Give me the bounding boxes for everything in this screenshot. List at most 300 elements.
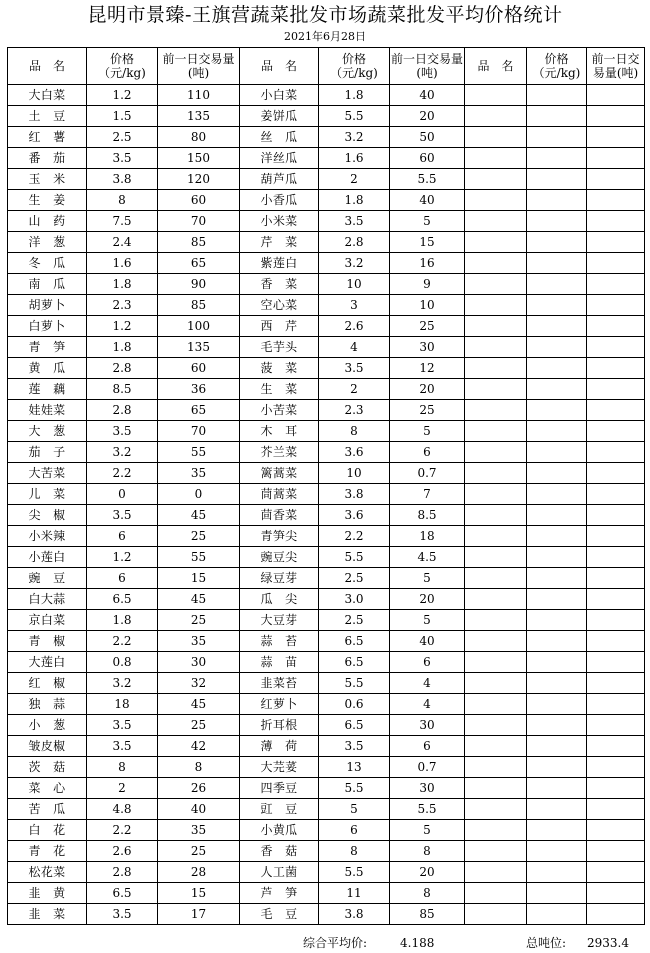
vegetable-name: 小莲白 [8,547,87,568]
volume-cell: 20 [390,379,465,400]
empty-cell [465,85,527,106]
empty-cell [527,85,587,106]
volume-cell: 60 [158,358,240,379]
empty-cell [465,190,527,211]
table-row [8,169,645,190]
vegetable-name: 大豆芽 [240,610,319,631]
header-volume-1: 前一日交易量(吨) [158,48,240,85]
empty-cell [465,799,527,820]
price-cell: 8 [87,190,158,211]
volume-cell: 25 [158,715,240,736]
volume-cell: 80 [158,127,240,148]
price-cell: 13 [319,757,390,778]
vegetable-name: 芹 菜 [240,232,319,253]
empty-cell [587,799,645,820]
volume-cell: 30 [390,337,465,358]
vegetable-name: 茄 子 [8,442,87,463]
empty-cell [587,379,645,400]
volume-cell: 8 [158,757,240,778]
volume-cell: 20 [390,589,465,610]
vegetable-name: 木 耳 [240,421,319,442]
price-cell: 1.2 [87,316,158,337]
empty-cell [527,253,587,274]
price-cell: 10 [319,463,390,484]
price-cell: 4.8 [87,799,158,820]
volume-cell: 85 [158,232,240,253]
empty-cell [465,442,527,463]
vegetable-name: 白萝卜 [8,316,87,337]
empty-cell [527,799,587,820]
empty-cell [465,169,527,190]
empty-cell [465,883,527,904]
vegetable-name: 青 笋 [8,337,87,358]
empty-cell [465,127,527,148]
empty-cell [587,463,645,484]
empty-cell [527,316,587,337]
summary-footer [0,934,650,952]
vegetable-name: 韭 黄 [8,883,87,904]
empty-cell [587,568,645,589]
volume-cell: 4.5 [390,547,465,568]
volume-cell: 70 [158,211,240,232]
empty-cell [527,211,587,232]
table-row [8,253,645,274]
price-cell: 5.5 [319,106,390,127]
vegetable-name: 薄 荷 [240,736,319,757]
price-cell: 3.5 [87,904,158,925]
empty-cell [587,820,645,841]
price-cell: 2.2 [87,631,158,652]
table-row [8,421,645,442]
vegetable-name: 小米菜 [240,211,319,232]
empty-cell [587,694,645,715]
vegetable-name: 茼蒿菜 [240,484,319,505]
header-price-3: 价格（元/kg) [527,48,587,85]
empty-cell [465,610,527,631]
table-row [8,274,645,295]
vegetable-name: 松花菜 [8,862,87,883]
empty-cell [527,337,587,358]
price-cell: 1.8 [319,190,390,211]
table-row [8,673,645,694]
volume-cell: 110 [158,85,240,106]
vegetable-name: 四季豆 [240,778,319,799]
price-cell: 2.3 [87,295,158,316]
volume-cell: 50 [390,127,465,148]
empty-cell [587,841,645,862]
price-cell: 6.5 [87,589,158,610]
price-cell: 10 [319,274,390,295]
empty-cell [587,295,645,316]
vegetable-name: 篱蒿菜 [240,463,319,484]
volume-cell: 20 [390,106,465,127]
table-row [8,484,645,505]
price-cell: 3.5 [319,358,390,379]
vegetable-name: 山 药 [8,211,87,232]
price-cell: 2.4 [87,232,158,253]
empty-cell [527,841,587,862]
empty-cell [587,778,645,799]
empty-cell [465,904,527,925]
empty-cell [527,106,587,127]
price-cell: 3.6 [319,505,390,526]
vegetable-name: 儿 菜 [8,484,87,505]
vegetable-name: 韭 菜 [8,904,87,925]
table-row [8,442,645,463]
vegetable-name: 尖 椒 [8,505,87,526]
price-cell: 3 [319,295,390,316]
vegetable-name: 折耳根 [240,715,319,736]
table-row [8,883,645,904]
table-row [8,337,645,358]
empty-cell [587,862,645,883]
empty-cell [587,652,645,673]
vegetable-name: 小香瓜 [240,190,319,211]
table-row [8,862,645,883]
empty-cell [527,463,587,484]
price-cell: 6 [87,568,158,589]
volume-cell: 6 [390,652,465,673]
empty-cell [587,736,645,757]
empty-cell [465,484,527,505]
volume-cell: 25 [390,316,465,337]
empty-cell [465,694,527,715]
empty-cell [527,652,587,673]
volume-cell: 8 [390,841,465,862]
vegetable-name: 香 菇 [240,841,319,862]
table-row [8,148,645,169]
vegetable-name: 豌豆尖 [240,547,319,568]
header-name-2: 品 名 [240,48,319,85]
empty-cell [587,337,645,358]
empty-cell [587,631,645,652]
price-cell: 11 [319,883,390,904]
empty-cell [587,904,645,925]
empty-cell [465,400,527,421]
empty-cell [465,526,527,547]
volume-cell: 25 [158,610,240,631]
vegetable-name: 娃娃菜 [8,400,87,421]
vegetable-name: 大白菜 [8,85,87,106]
empty-cell [465,568,527,589]
volume-cell: 32 [158,673,240,694]
volume-cell: 5 [390,568,465,589]
vegetable-name: 大芫荽 [240,757,319,778]
volume-cell: 85 [390,904,465,925]
vegetable-name: 瓜 尖 [240,589,319,610]
empty-cell [587,169,645,190]
price-cell: 8 [319,841,390,862]
volume-cell: 30 [158,652,240,673]
price-cell: 2.8 [87,400,158,421]
volume-cell: 16 [390,253,465,274]
vegetable-name: 红 薯 [8,127,87,148]
vegetable-name: 红 椒 [8,673,87,694]
price-cell: 3.2 [87,442,158,463]
empty-cell [527,127,587,148]
empty-cell [527,673,587,694]
empty-cell [465,274,527,295]
empty-cell [527,883,587,904]
price-cell: 3.2 [319,253,390,274]
volume-cell: 40 [390,631,465,652]
empty-cell [527,274,587,295]
volume-cell: 12 [390,358,465,379]
empty-cell [527,904,587,925]
vegetable-name: 茴香菜 [240,505,319,526]
vegetable-name: 毛芋头 [240,337,319,358]
vegetable-name: 小苦菜 [240,400,319,421]
header-volume-2: 前一日交易量(吨) [390,48,465,85]
price-cell: 2.8 [87,862,158,883]
volume-cell: 55 [158,442,240,463]
empty-cell [587,715,645,736]
empty-cell [527,484,587,505]
header-volume-3: 前一日交易量(吨) [587,48,645,85]
empty-cell [465,106,527,127]
volume-cell: 65 [158,400,240,421]
price-cell: 2 [87,778,158,799]
vegetable-name: 皱皮椒 [8,736,87,757]
empty-cell [465,778,527,799]
price-cell: 6.5 [319,715,390,736]
table-row [8,190,645,211]
volume-cell: 25 [158,526,240,547]
vegetable-name: 白大蒜 [8,589,87,610]
vegetable-name: 丝 瓜 [240,127,319,148]
empty-cell [587,211,645,232]
volume-cell: 36 [158,379,240,400]
table-row [8,778,645,799]
table-row [8,295,645,316]
price-cell: 2 [319,169,390,190]
volume-cell: 15 [158,883,240,904]
table-row [8,589,645,610]
price-cell: 2.5 [87,127,158,148]
vegetable-name: 青笋尖 [240,526,319,547]
volume-cell: 120 [158,169,240,190]
price-cell: 3.5 [87,715,158,736]
empty-cell [465,379,527,400]
empty-cell [465,358,527,379]
vegetable-name: 洋丝瓜 [240,148,319,169]
header-row [8,48,645,85]
empty-cell [587,505,645,526]
price-cell: 3.5 [319,211,390,232]
price-cell: 1.6 [87,253,158,274]
empty-cell [527,442,587,463]
vegetable-name: 小米辣 [8,526,87,547]
price-cell: 1.2 [87,547,158,568]
empty-cell [587,442,645,463]
volume-cell: 42 [158,736,240,757]
price-cell: 1.8 [87,274,158,295]
table-row [8,379,645,400]
vegetable-name: 豌 豆 [8,568,87,589]
table-row [8,211,645,232]
empty-cell [587,127,645,148]
empty-cell [587,547,645,568]
empty-cell [465,337,527,358]
empty-cell [527,631,587,652]
vegetable-name: 蒜 苔 [240,631,319,652]
volume-cell: 5 [390,820,465,841]
empty-cell [465,820,527,841]
price-cell: 1.8 [87,610,158,631]
empty-cell [527,547,587,568]
empty-cell [465,253,527,274]
table-row [8,106,645,127]
empty-cell [465,736,527,757]
price-cell: 3.5 [87,505,158,526]
empty-cell [465,211,527,232]
volume-cell: 5.5 [390,799,465,820]
volume-cell: 28 [158,862,240,883]
vegetable-name: 红萝卜 [240,694,319,715]
vegetable-name: 玉 米 [8,169,87,190]
empty-cell [527,757,587,778]
empty-cell [587,148,645,169]
price-cell: 6.5 [87,883,158,904]
price-cell: 1.8 [319,85,390,106]
table-row [8,232,645,253]
table-row [8,316,645,337]
vegetable-name: 绿豆芽 [240,568,319,589]
average-price-label: 综合平均价: [303,936,368,950]
empty-cell [465,757,527,778]
volume-cell: 85 [158,295,240,316]
price-cell: 6 [87,526,158,547]
table-row [8,715,645,736]
volume-cell: 5 [390,211,465,232]
vegetable-name: 胡萝卜 [8,295,87,316]
empty-cell [527,778,587,799]
empty-cell [587,673,645,694]
price-cell: 2.3 [319,400,390,421]
vegetable-name: 茨 菇 [8,757,87,778]
empty-cell [587,400,645,421]
price-cell: 2.2 [87,463,158,484]
vegetable-name: 香 菜 [240,274,319,295]
table-body [8,85,645,925]
vegetable-name: 葫芦瓜 [240,169,319,190]
price-cell: 1.6 [319,148,390,169]
vegetable-name: 蒜 苗 [240,652,319,673]
vegetable-name: 苦 瓜 [8,799,87,820]
volume-cell: 15 [390,232,465,253]
price-cell: 8 [319,421,390,442]
empty-cell [527,694,587,715]
price-cell: 2.6 [319,316,390,337]
volume-cell: 45 [158,694,240,715]
empty-cell [527,505,587,526]
price-cell: 18 [87,694,158,715]
header-name-1: 品 名 [8,48,87,85]
empty-cell [527,421,587,442]
price-cell: 8.5 [87,379,158,400]
empty-cell [465,232,527,253]
empty-cell [527,862,587,883]
price-cell: 5 [319,799,390,820]
volume-cell: 8 [390,883,465,904]
empty-cell [587,106,645,127]
vegetable-name: 南 瓜 [8,274,87,295]
empty-cell [587,232,645,253]
header-name-3: 品 名 [465,48,527,85]
vegetable-name: 姜饼瓜 [240,106,319,127]
empty-cell [527,358,587,379]
volume-cell: 20 [390,862,465,883]
empty-cell [527,232,587,253]
volume-cell: 4 [390,694,465,715]
price-cell: 3.5 [87,736,158,757]
price-cell: 2.6 [87,841,158,862]
empty-cell [527,295,587,316]
table-row [8,547,645,568]
table-row [8,127,645,148]
volume-cell: 8.5 [390,505,465,526]
table-row [8,694,645,715]
empty-cell [465,652,527,673]
volume-cell: 40 [390,190,465,211]
empty-cell [527,379,587,400]
price-cell: 5.5 [319,778,390,799]
volume-cell: 9 [390,274,465,295]
vegetable-name: 大莲白 [8,652,87,673]
price-cell: 3.8 [319,484,390,505]
volume-cell: 100 [158,316,240,337]
volume-cell: 135 [158,337,240,358]
price-cell: 3.5 [87,421,158,442]
volume-cell: 7 [390,484,465,505]
table-row [8,505,645,526]
price-cell: 2.5 [319,568,390,589]
empty-cell [465,715,527,736]
volume-cell: 0.7 [390,463,465,484]
table-row [8,631,645,652]
empty-cell [527,715,587,736]
volume-cell: 150 [158,148,240,169]
empty-cell [587,610,645,631]
volume-cell: 135 [158,106,240,127]
volume-cell: 5 [390,610,465,631]
volume-cell: 55 [158,547,240,568]
table-row [8,736,645,757]
vegetable-name: 生 姜 [8,190,87,211]
vegetable-name: 小黄瓜 [240,820,319,841]
vegetable-name: 白 花 [8,820,87,841]
volume-cell: 0 [158,484,240,505]
vegetable-name: 小 葱 [8,715,87,736]
volume-cell: 90 [158,274,240,295]
empty-cell [527,400,587,421]
empty-cell [465,316,527,337]
volume-cell: 5.5 [390,169,465,190]
table-row [8,799,645,820]
vegetable-name: 冬 瓜 [8,253,87,274]
empty-cell [527,190,587,211]
empty-cell [465,505,527,526]
report-date: 2021年6月28日 [284,30,366,43]
vegetable-name: 毛 豆 [240,904,319,925]
empty-cell [527,169,587,190]
volume-cell: 40 [390,85,465,106]
volume-cell: 70 [158,421,240,442]
vegetable-name: 芥兰菜 [240,442,319,463]
vegetable-name: 青 花 [8,841,87,862]
table-row [8,358,645,379]
volume-cell: 0.7 [390,757,465,778]
